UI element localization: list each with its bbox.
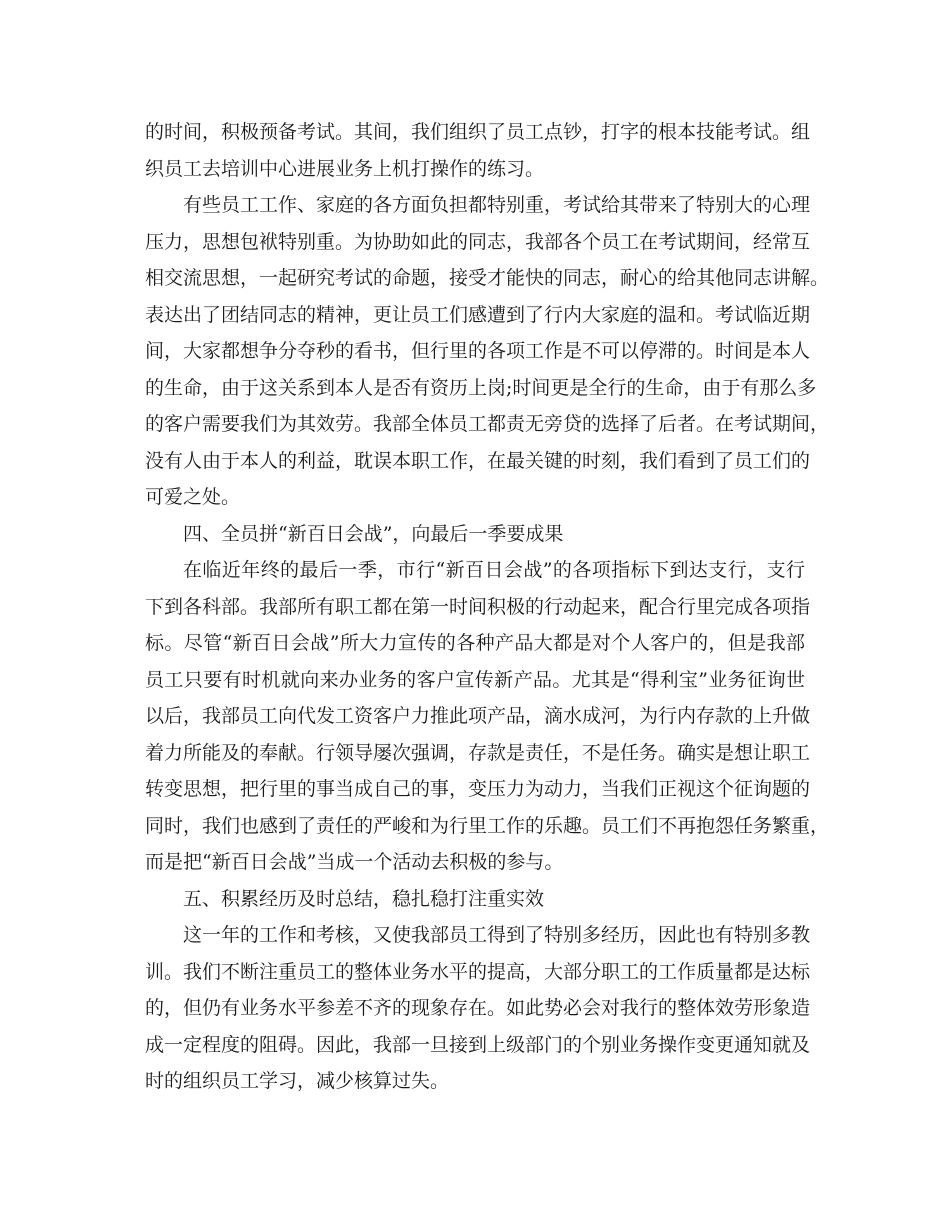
text-line: 而是把“新百日会战”当成一个活动去积极的参与。 [145,851,564,873]
text-line: 这一年的工作和考核，又使我部员工得到了特别多经历，因此也有特别多教 [183,924,811,946]
text-line: 的时间，积极预备考试。其间，我们组织了员工点钞，打字的根本技能考试。组 [145,121,811,143]
text-line: 五、积累经历及时总结，稳扎稳打注重实效 [183,887,545,910]
text-line: 可爱之处。 [145,486,241,508]
text-line: 织员工去培训中心进展业务上机打操作的练习。 [145,157,545,180]
text-line: 有些员工工作、家庭的各方面负担都特别重，考试给其带来了特别大的心理 [183,194,811,216]
text-line: 下到各科部。我部所有职工都在第一时间积极的行动起来，配合行里完成各项指 [145,595,811,618]
document-body [145,114,830,1100]
section-heading [145,516,805,553]
text-line: 时的组织员工学习，减少核算过失。 [145,1070,450,1092]
text-line: 训。我们不断注重员工的整体业务水平的提高，大部分职工的工作质量都是达标 [145,960,811,983]
text-line: 转变思想，把行里的事当成自己的事，变压力为动力，当我们正视这个征询题的 [145,778,811,800]
text-line: 标。尽管“新百日会战”所大力宣传的各种产品大都是对个人客户的，但是我部 [145,632,805,654]
text-line: 以后，我部员工向代发工资客户力推此项产品，滴水成河，为行内存款的上升做 [145,705,811,727]
text-line: 的客户需要我们为其效劳。我部全体员工都责无旁贷的选择了后者。在考试期间， [145,413,830,435]
text-line: 相交流思想，一起研究考试的命题，接受才能快的同志，耐心的给其他同志讲解。 [145,267,830,289]
body-paragraph [145,114,811,187]
text-line: 四、全员拼“新百日会战”，向最后一季要成果 [183,522,564,545]
text-line: 的生命，由于这关系到本人是否有资历上岗;时间更是全行的生命，由于有那么多 [145,376,817,399]
text-line: 间，大家都想争分夺秒的看书，但行里的各项工作是不可以停滞的。时间是本人 [145,340,811,362]
body-paragraph [145,187,830,516]
text-line: 表达出了团结同志的精神，更让员工们感遭到了行内大家庭的温和。考试临近期 [145,303,811,326]
body-paragraph [145,552,830,881]
text-line: 员工只要有时机就向来办业务的客户宣传新产品。尤其是“得利宝”业务征询世 [145,668,805,691]
section-heading [145,881,805,918]
text-line: 的，但仍有业务水平参差不齐的现象存在。如此势必会对我行的整体效劳形象造 [145,997,811,1019]
text-line: 在临近年终的最后一季，市行“新百日会战”的各项指标下到达支行，支行 [183,559,805,581]
text-line: 压力，思想包袱特别重。为协助如此的同志，我部各个员工在考试期间，经常互 [145,230,811,253]
text-line: 没有人由于本人的利益，耽误本职工作，在最关键的时刻，我们看到了员工们的 [145,449,811,472]
text-line: 成一定程度的阻碍。因此，我部一旦接到上级部门的个别业务操作变更通知就及 [145,1033,811,1056]
text-line: 着力所能及的奉献。行领导屡次强调，存款是责任，不是任务。确实是想让职工 [145,741,811,764]
body-paragraph [145,917,811,1100]
text-line: 同时，我们也感到了责任的严峻和为行里工作的乐趣。员工们不再抱怨任务繁重， [145,814,830,837]
